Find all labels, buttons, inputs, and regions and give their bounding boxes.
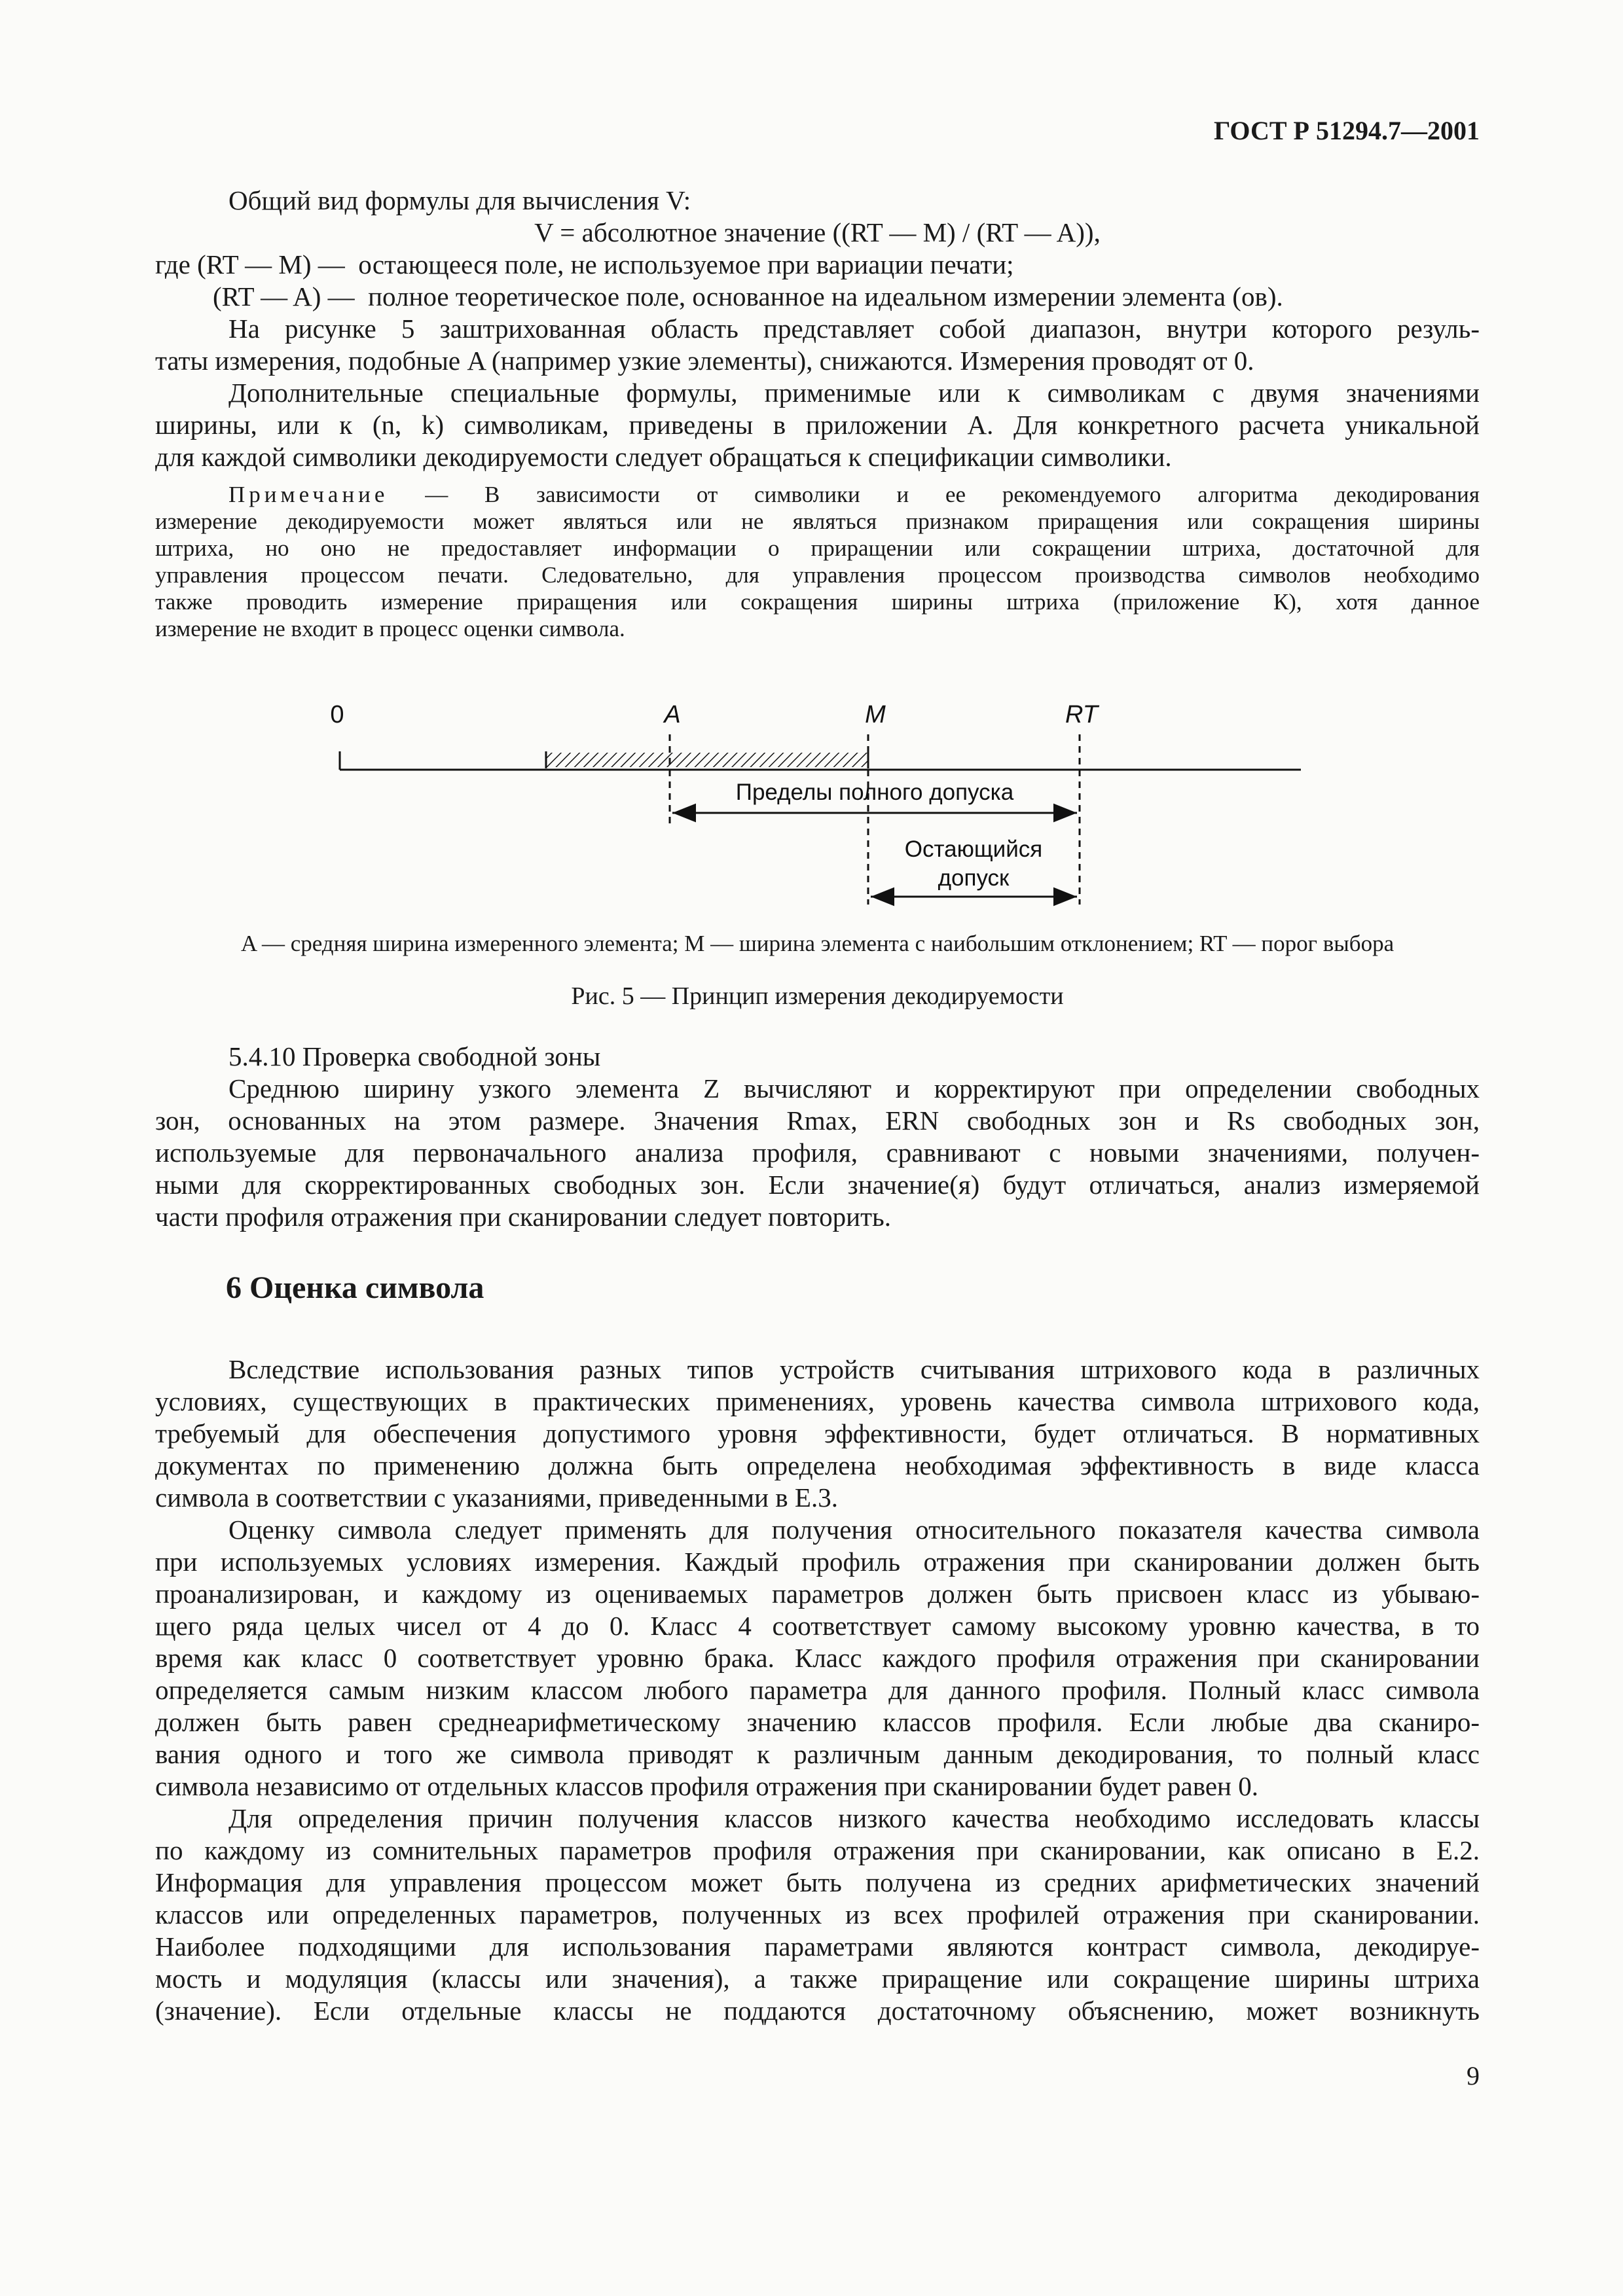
figure-5-diagram [155,695,1480,924]
text-line: условиях, существующих в практических применениях, уровень качества символа штрихового кода, [155,1386,1480,1416]
text-line: мость и модуляция (классы или значения), а также приращение или сокращение ширины штриха [155,1964,1480,1994]
page-number: 9 [1467,2061,1480,2090]
text-line: документах по применению должна быть определена необходимая эффективность в виде класса [155,1450,1480,1480]
remaining-tolerance-label-2: допуск [938,865,1010,891]
text-line: для каждой символики декодируемости следует обращаться к спецификации символики. [155,442,1172,472]
note-line: измерение не входит в процесс оценки символа. [155,616,625,641]
paragraph-figure-description [155,313,1480,377]
text-line: зон, основанных на этом размере. Значения Rmax, ERN свободных зон и Rs свободных зон, [155,1105,1480,1136]
label-zero: 0 [330,701,344,728]
text-line: Дополнительные специальные формулы, применимые или к символикам с двумя значениями [228,378,1480,408]
note-line: штриха, но оно не предоставляет информации о приращении или сокращении штриха, достаточной для [155,535,1480,561]
formula-block [155,185,1480,642]
text-line: Наиболее подходящими для использования параметрами являются контраст символа, декодируе- [155,1931,1480,1962]
text-line: определяется самым низким классом любого параметра для данного профиля. Полный класс символа [155,1675,1480,1705]
label-rt: RT [1065,701,1098,728]
figure-legend: A — средняя ширина измеренного элемента; M — ширина элемента с наибольшим отклонением; RT — порог выбора [240,931,1395,956]
document-header: ГОСТ Р 51294.7—2001 [1213,116,1480,145]
text-line: время как класс 0 соответствует уровню брака. Класс каждого профиля отражения при сканировании [155,1643,1480,1673]
section-5-4-10-title: 5.4.10 Проверка свободной зоны [228,1041,601,1071]
label-m: M [865,701,886,728]
text-line: требуемый для обеспечения допустимого уровня эффективности, будет отличаться. В нормативных [155,1418,1480,1448]
text-line: должен быть равен среднеарифметическому значению классов профиля. Если любые два сканиро- [155,1707,1480,1737]
text-line: щего ряда целых чисел от 4 до 0. Класс 4 соответствует самому высокому уровню качества, в то [155,1611,1480,1641]
text-line: при используемых условиях измерения. Каждый профиль отражения при сканировании должен быть [155,1547,1480,1577]
note-line: управления процессом печати. Следовательно, для управления процессом производства символов необходимо [155,562,1480,588]
text-line: вания одного и того же символа приводят к различным данным декодирования, то полный класс [155,1739,1480,1769]
text-line: ными для скорректированных свободных зон. Если значение(я) будут отличаться, анализ измеряемой [155,1170,1480,1200]
text-line: проанализирован, и каждому из оцениваемых параметров должен быть присвоен класс из убываю- [155,1579,1480,1609]
text-line: по каждому из сомнительных параметров профиля отражения при сканировании, как описано в Е.2. [155,1835,1480,1865]
note-block [155,481,1480,642]
text-line: Оценку символа следует применять для получения относительного показателя качества символа [228,1515,1480,1545]
hatched-region [546,753,868,767]
text-line: Вследствие использования разных типов устройств считывания штрихового кода в различных [228,1354,1480,1384]
text-line: символа независимо от отдельных классов профиля отражения при сканировании будет равен 0. [155,1771,1258,1801]
paragraph-additional-formulas [155,377,1480,473]
figure-caption: Рис. 5 — Принцип измерения декодируемости [571,982,1064,1010]
text-line: классов или определенных параметров, полученных из всех профилей отражения при сканировании. [155,1899,1480,1929]
paragraph [155,1354,1480,1514]
formula-intro: Общий вид формулы для вычисления V: [228,185,691,215]
section-6-body [155,1354,1480,2027]
text-line: ширины, или к (n, k) символикам, приведены в приложении А. Для конкретного расчета уникальной [155,410,1480,440]
formula-def-2 [155,281,1480,313]
remaining-tolerance-label-1: Остающийся [904,836,1043,862]
note-line: также проводить измерение приращения или сокращения ширины штриха (приложение К), хотя данное [155,589,1480,615]
paragraph [155,1514,1480,1803]
text-line: Для определения причин получения классов низкого качества необходимо исследовать классы [228,1803,1480,1833]
formula-def-text: полное теоретическое поле, основанное на идеальном измерении элемента (ов). [368,281,1283,312]
section-6-heading: 6 Оценка символа [226,1270,484,1305]
formula-def-text: остающееся поле, не используемое при вариации печати; [358,249,1014,279]
paragraph [155,1803,1480,2027]
formula-expression: V = абсолютное значение ((RT — M) / (RT — A)), [534,217,1101,247]
text-line: (значение). Если отдельные классы не поддаются достаточному объяснению, может возникнуть [155,1996,1480,2026]
section-5-4-10 [155,1041,1480,1233]
label-a: A [664,701,681,728]
text-line: Информация для управления процессом может быть получена из средних арифметических значений [155,1867,1480,1897]
formula-def-term: (RT — A) — [213,281,355,312]
text-line: На рисунке 5 заштрихованная область представляет собой диапазон, внутри которого резуль- [228,314,1480,344]
note-text: — В зависимости от символики и ее рекомендуемого алгоритма декодирования [425,482,1480,507]
decodability-diagram [155,695,1480,924]
formula-where-prefix: где [155,249,191,279]
text-line: таты измерения, подобные A (например узкие элементы), снижаются. Измерения проводят от 0. [155,346,1254,376]
note-line [155,481,1480,508]
text-line: части профиля отражения при сканировании следует повторить. [155,1202,891,1232]
note-label: Примечание [228,482,389,507]
formula-def-term: (RT — M) — [197,249,345,279]
text-line: используемые для первоначального анализа профиля, сравнивают с новыми значениями, получен- [155,1138,1480,1168]
formula-def-1 [155,249,1480,281]
full-tolerance-label: Пределы полного допуска [735,780,1014,805]
note-line: измерение декодируемости может являться или не являться признаком приращения или сокращения ширины [155,509,1480,534]
text-line: Среднюю ширину узкого элемента Z вычисляют и корректируют при определении свободных [228,1073,1480,1103]
text-line: символа в соответствии с указаниями, приведенными в Е.3. [155,1482,838,1513]
